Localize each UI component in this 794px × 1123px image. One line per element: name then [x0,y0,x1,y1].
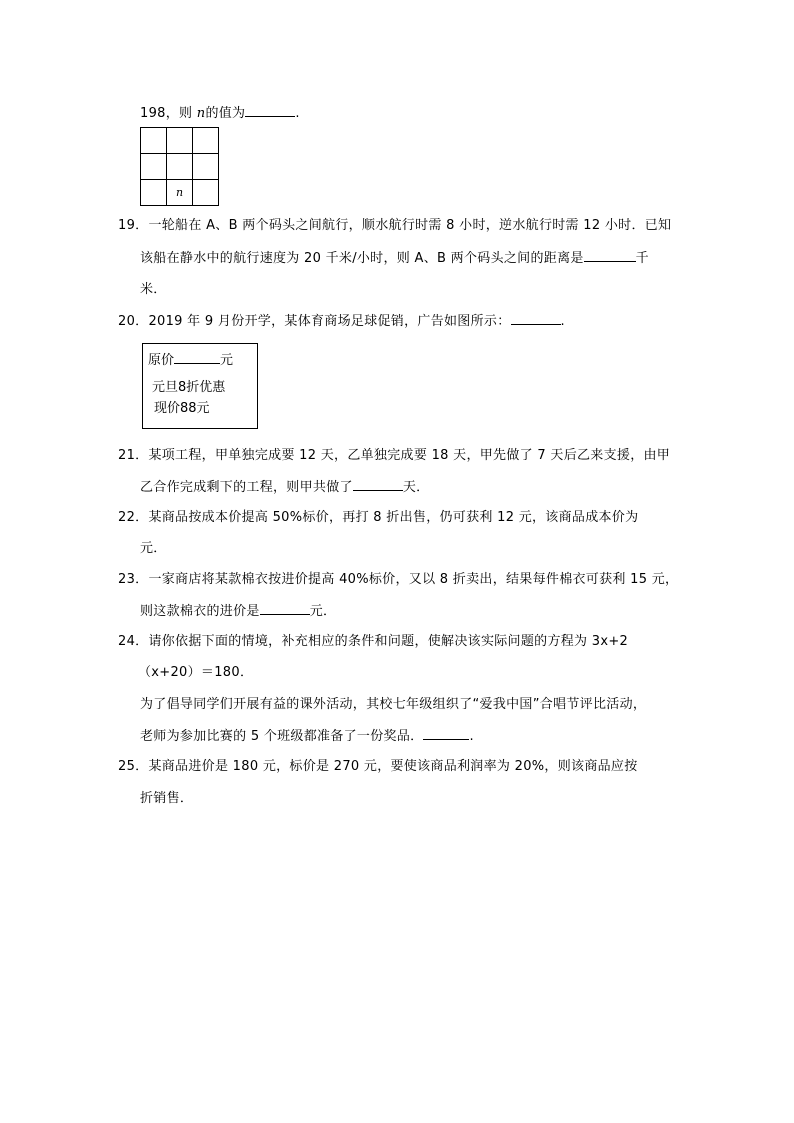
ad-original-label: 原价 [148,353,175,368]
grid-cell [193,180,219,206]
ad-current-price: 现价88元 [154,401,210,416]
q18-end: . [295,106,300,121]
q24-line4 [140,726,474,747]
ad-discount: 元旦8折优惠 [152,380,226,395]
number-grid [140,127,219,206]
grid-cell [167,154,193,180]
q23-line2 [140,601,336,622]
q19-line2 [140,248,649,269]
grid-cell [141,180,167,206]
grid-cell [193,154,219,180]
q25-line1: 25．某商品进价是 180 元，标价是 270 元，要使该商品利润率为 20%，则该商品应按 [118,759,638,774]
q24-line1: 24．请你依据下面的情境，补充相应的条件和问题，使解决该实际问题的方程为 3x+2 [118,634,629,649]
q21-line2 [140,477,429,498]
price-ad-box [142,343,258,429]
q24-line2: （x+20）＝180． [138,665,254,680]
q24-line3: 为了倡导同学们开展有益的课外活动，其校七年级组织了“爱我中国”合唱节评比活动， [140,697,647,712]
answer-blank [511,311,561,325]
q20-end: . [560,314,565,329]
q19-line1: 19．一轮船在 A、B 两个码头之间航行，顺水航行时需 8 小时，逆水航行时需 12 小时．已知 [118,218,672,233]
q23-line1: 23．一家商店将某款棉衣按进价提高 40%标价，又以 8 折卖出，结果每件棉衣可获利 15 元， [118,572,679,587]
q25-line2: 折销售． [140,791,194,806]
answer-blank [245,103,295,117]
answer-blank [423,726,469,740]
q18-prefix: 198，则 [140,106,197,121]
grid-cell [141,154,167,180]
q24-line4-end: . [469,729,474,744]
ad-original-price [148,351,233,370]
answer-blank [584,248,636,262]
q19-line3: 米． [140,282,167,297]
ad-original-unit: 元 [220,353,234,368]
grid-cell [141,128,167,154]
q21-line2-end: 天． [402,480,430,495]
q22-line2: 元． [140,541,167,556]
grid-cell-n: n [167,180,193,206]
q19-line2-end: 千 [635,251,649,266]
q22-line1: 22．某商品按成本价提高 50%标价，再打 8 折出售，仍可获利 12 元，该商品成本价为 [118,510,639,525]
q24-line4-text: 老师为参加比赛的 5 个班级都准备了一份奖品． [140,729,424,744]
answer-blank [174,351,220,364]
answer-blank [353,477,403,491]
q18-variable: n [196,106,206,121]
q20-line [118,311,565,332]
answer-blank [260,601,310,615]
q21-line1: 21．某项工程，甲单独完成要 12 天，乙单独完成要 18 天，甲先做了 7 天后乙来支援，由甲 [118,448,671,463]
q18-line [140,103,300,124]
q23-line2-text: 则这款棉衣的进价是 [140,604,260,619]
grid-cell [167,128,193,154]
q23-line2-end: 元． [309,604,337,619]
q21-line2-text: 乙合作完成剩下的工程，则甲共做了 [140,480,353,495]
q20-text: 20．2019 年 9 月份开学，某体育商场足球促销，广告如图所示： [118,314,511,329]
q19-line2-text: 该船在静水中的航行速度为 20 千米/小时，则 A、B 两个码头之间的距离是 [140,251,584,266]
grid-cell [193,128,219,154]
q18-suffix: 的值为 [205,106,246,121]
